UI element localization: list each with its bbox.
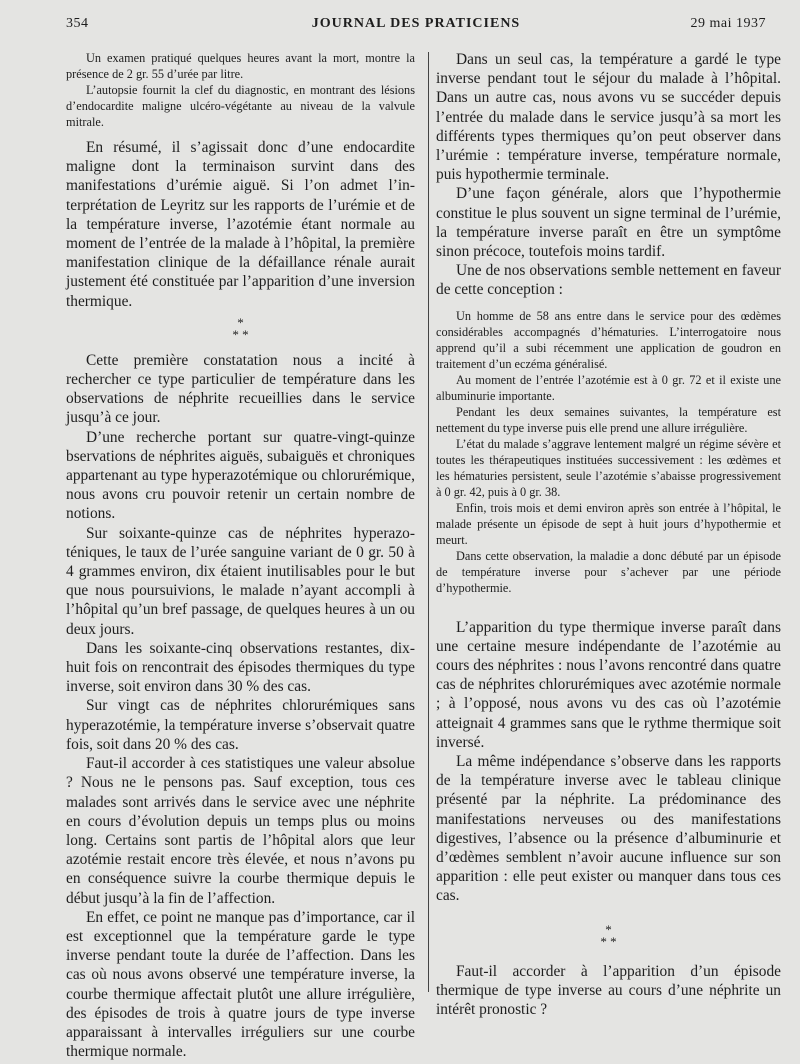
paragraph: Dans un seul cas, la température a gardé le type inverse pendant tout le séjour du malade à l’hôpital. Dans un autre cas, nous avons vu se succéder depuis l’entrée du malade dans le service jusqu’à sa mort les différents types thermiques qu’on peut observer dans l’urémie : température inverse, température normale, puis hypothermie terminale. <box>436 51 781 184</box>
section-separator: * * * <box>232 314 249 342</box>
case-note: Pendant les deux semaines suivantes, la température est nettement du type inverse puis elle prend une allure irrégulière. <box>436 404 781 435</box>
section-separator: * * * <box>600 921 617 949</box>
case-note: Enfin, trois mois et demi environ après son entrée à l’hôpital, le malade présente un épisode de sept à huit jours d’hypothermie et meurt. <box>436 500 781 547</box>
left-column <box>66 50 415 1061</box>
paragraph: En effet, ce point ne manque pas d’importance, car il est exceptionnel que la température garde le type inverse pendant toute la durée de l’affection. Dans les cas où nous avons observé une température inverse, la courbe thermique affectait plutôt une allure irrégulière, des épisodes de trois à quatre jours de type inverse apparaissant à intervalles irréguliers sur une courbe thermique normale. <box>66 908 415 1061</box>
case-note: L’état du malade s’aggrave lentement malgré un régime sévère et toutes les thérapeutiques instituées successivement : les œdèmes et les hématuries persistent, seule l’azotémie s’abaisse progressivement à 0 gr. 42, puis à 0 gr. 38. <box>436 436 781 499</box>
paragraph: Un examen pratiqué quelques heures avant la mort, montre la présence de 2 gr. 55 d’urée par litre. <box>66 51 415 81</box>
paragraph: En résumé, il s’agissait donc d’une endocardite maligne dont la terminaison survint dans des manifestations d’urémie aiguë. Si l’on admet l’interprétation de Leyritz sur les rapports de l’urémie et de la température inverse, l’azotémie étant normale au moment de l’entrée de la malade à l’hôpital, la première manifestation clinique de la défaillance rénale aurait justement été constituée par l’apparition d’une inversion thermique. <box>66 139 415 310</box>
case-note: Au moment de l’entrée l’azotémie est à 0 gr. 72 et il existe une albuminurie importante. <box>436 372 781 403</box>
running-header <box>66 16 766 38</box>
paragraph: La même indépendance s’observe dans les rapports de la température inverse avec le tableau clinique présenté par la néphrite. La prédominance des manifestations nerveuses ou des manifestations digestives, l’absence ou la présence d’albuminurie et d’œdèmes semblent n’avoir aucune influence sur son apparition : elle peut exister ou manquer dans tous ces cas. <box>436 753 781 905</box>
issue-date: 29 mai 1937 <box>690 16 766 31</box>
column-divider <box>428 52 429 992</box>
paragraph: Sur vingt cas de néphrites chlorurémiques sans hyperazotémie, la température inverse s’observait quatre fois, soit dans 20 % des cas. <box>66 697 415 753</box>
paragraph: Faut-il accorder à l’apparition d’un épisode thermique de type inverse au cours d’une néphrite un intérêt pronostic ? <box>436 962 781 1019</box>
right-column <box>436 50 781 1019</box>
paragraph: L’apparition du type thermique inverse paraît dans une certaine mesure indépendante de l’azotémie au cours des néphrites : nous l’avons rencontré dans quatre cas de néphrites chlorurémiques avec azotémie normale ; à l’opposé, nous avons vu des cas où l’azotémie atteignait 4 grammes sans que le rythme thermique soit inversé. <box>436 618 781 751</box>
paragraph: D’une recherche portant sur quatre-vingt-quinze bservations de néphrites aiguës, subaiguës et chroniques appartenant au type hyperazotémique ou chlorurémique, nous avons cru pouvoir retenir un certain nombre de notions. <box>66 428 415 523</box>
page-number: 354 <box>66 16 89 31</box>
paragraph: L’autopsie fournit la clef du diagnostic, en montrant des lésions d’endocardite maligne ulcéro-végétante au niveau de la valvule mitrale. <box>66 83 415 129</box>
case-note: Un homme de 58 ans entre dans le service pour des œdèmes considérables accompagnés d’hématuries. L’interrogatoire nous apprend qu’il a subi récemment une application de goudron en traitement d’un eczéma généralisé. <box>436 308 781 371</box>
paragraph: D’une façon générale, alors que l’hypothermie constitue le plus souvent un signe terminal de l’urémie, la température inverse paraît en être un symptôme sinon précoce, toutefois moins tardif. <box>436 185 781 261</box>
paragraph: Faut-il accorder à ces statistiques une valeur absolue ? Nous ne le pensons pas. Sauf exception, tous ces malades sont arrivés dans le service avec une néphrite en cours d’évolution depuis un temps plus ou moins long. Certains sont partis de l’hôpital alors que leur azotémie restait encore très élevée, et nous n’avons pu en conséquence suivre la courbe thermique depuis le début jusqu’à la fin de l’affection. <box>66 755 415 907</box>
paragraph: Dans les soixante-cinq observations restantes, dix-huit fois on rencontrait des épisodes thermiques du type inverse, soit environ dans 30 % des cas. <box>66 639 415 696</box>
paragraph: Une de nos observations semble nettement en faveur de cette conception : <box>436 262 781 299</box>
journal-title: JOURNAL DES PRATICIENS <box>311 16 521 31</box>
paragraph: Sur soixante-quinze cas de néphrites hyperazoténiques, le taux de l’urée sanguine variant de 0 gr. 50 à 4 grammes environ, dix étaient inutilisables pour le but que nous poursuivions, le malade n’ayant accompli à l’hôpital qu’un bref passage, de quelques heures à un ou deux jours. <box>66 524 415 638</box>
case-note: Dans cette observation, la maladie a donc débuté par un épisode de température inverse pour s’achever par une période d’hypothermie. <box>436 548 781 595</box>
paragraph: Cette première constatation nous a incité à rechercher ce type particulier de température dans les observations de néphrite recueillies dans le service jusqu’à ce jour. <box>66 351 415 427</box>
